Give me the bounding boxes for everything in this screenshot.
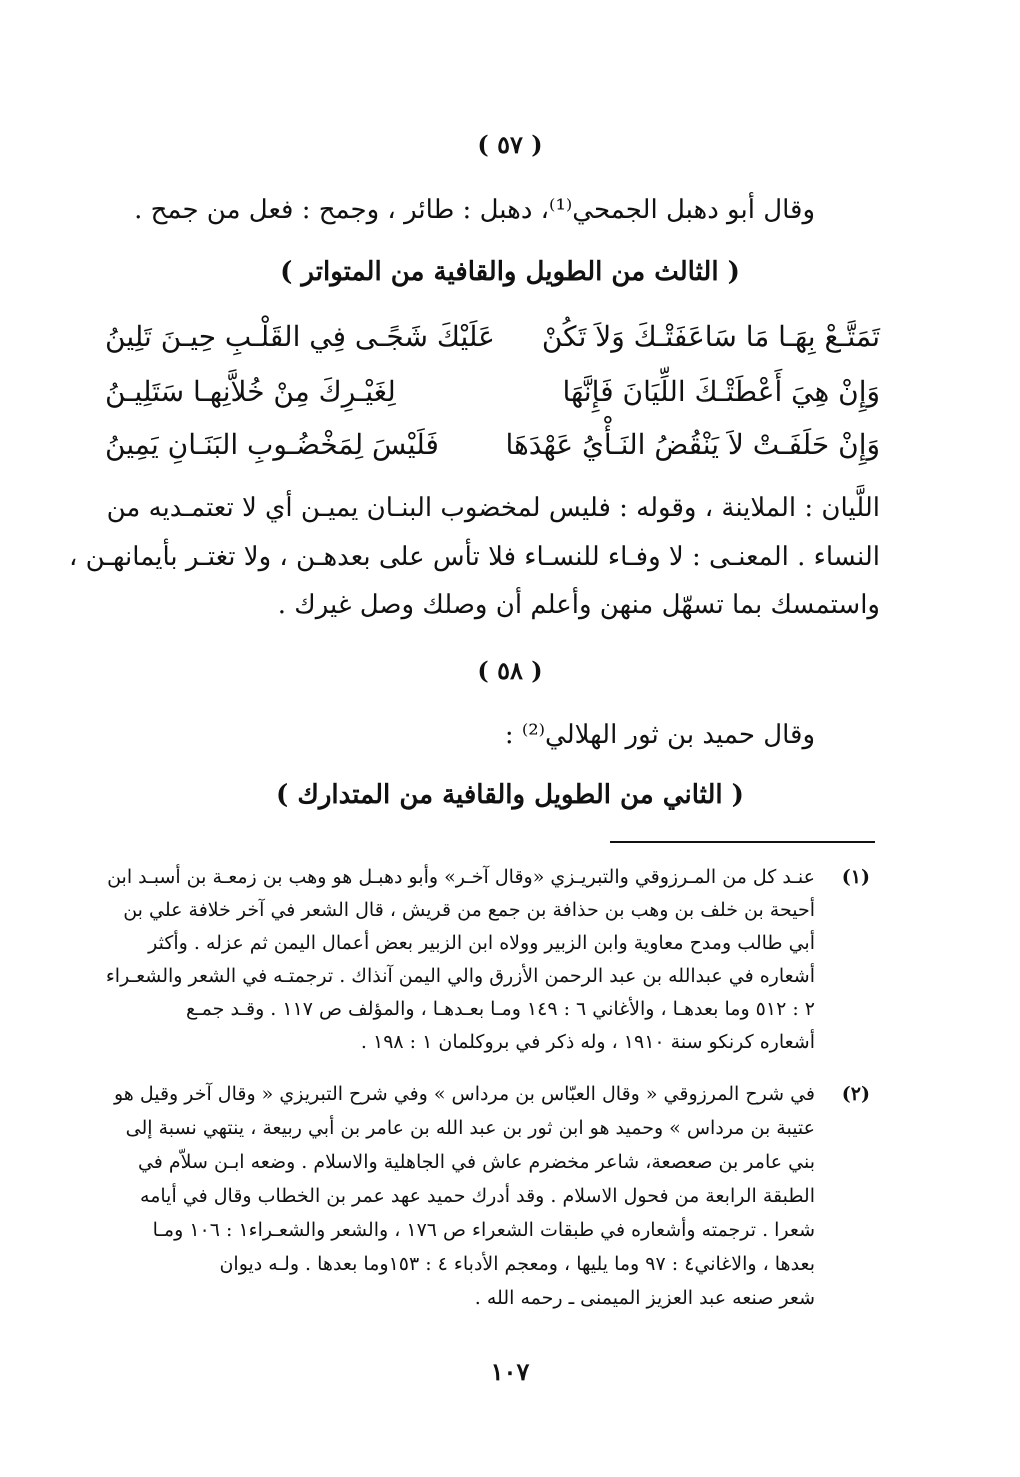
verse-3-first-hemistich: وَإِنْ حَلَفَـتْ لاَ يَنْقُضُ النَـأْيُ عَهْدَهَا bbox=[505, 428, 880, 461]
poem-57-number: ( ٥٧ ) bbox=[477, 130, 543, 159]
footnote-2-line-4: الطبقة الرابعة من فحول الاسلام . وقد أدرك حميد عهد عمر بن الخطاب وقال في أيامه bbox=[140, 1185, 815, 1207]
commentary-line-2: النساء . المعنـى : لا وفـاء للنسـاء فلا تأس على بعدهـن ، ولا تغتـر بأيمانهـن ، bbox=[68, 542, 880, 572]
footnote-2-line-5: شعرا . ترجمته وأشعاره في طبقات الشعراء ص ١٧٦ ، والشعر والشعـراء١ : ١٠٦ ومـا bbox=[152, 1219, 815, 1241]
verse-2-first-hemistich: وَإِنْ هِيَ أَعْطَتْـكَ اللِّيَانَ فَإِنَّهَا bbox=[562, 375, 880, 408]
footnote-2-line-7: شعر صنعه عبد العزيز الميمنى ـ رحمه الله . bbox=[474, 1287, 815, 1309]
poem-58-meter: ( الثاني من الطويل والقافية من المتدارك ) bbox=[276, 780, 744, 810]
footnote-2-line-2: عتيبة بن مرداس » وحميد هو ابن ثور بن عبد الله بن عامر بن أبي ربيعة ، ينتهي نسبة إلى bbox=[125, 1117, 815, 1139]
footnote-2-line-1: في شرح المرزوقي « وقال العبّاس بن مرداس » وفي شرح التبريزي « وقال آخر وقيل هو bbox=[113, 1083, 815, 1105]
footnote-2-label: (٢) bbox=[841, 1083, 870, 1105]
page-number: ١٠٧ bbox=[490, 1357, 530, 1386]
footnote-1-line-5: ٢ : ٥١٢ وما بعدهـا ، والأغاني ٦ : ١٤٩ ومـا بعـدهـا ، والمؤلف ص ١١٧ . وقـد جمـع bbox=[186, 998, 815, 1020]
commentary-line-1: اللَّيان : الملاينة ، وقوله : فليس لمخضوب البنـان يميـن أي لا تعتمـديه من bbox=[106, 493, 880, 523]
footnote-2-line-3: بني عامر بن صعصعة، شاعر مخضرم عاش في الجاهلية والاسلام . وضعه ابـن سلاّم في bbox=[137, 1151, 815, 1173]
footnote-1-line-2: أحيحة بن خلف بن وهب بن حذافة بن جمع من قريش ، قال الشعر في آخر خلافة علي بن bbox=[123, 899, 815, 921]
verse-2-second-hemistich: لِغَيْـرِكَ مِنْ خُلاَّنِهـا سَتَلِيـنُ bbox=[105, 375, 396, 408]
poem-58-number: ( ٥٨ ) bbox=[477, 656, 543, 685]
footnote-1-line-6: أشعاره كرنكو سنة ١٩١٠ ، وله ذكر في بروكلمان ١ : ١٩٨ . bbox=[360, 1031, 815, 1053]
verse-3-second-hemistich: فَلَيْسَ لِمَخْضُـوبِ البَنَـانِ يَمِينُ bbox=[105, 428, 439, 461]
footnote-1-line-4: أشعاره في عبدالله بن عبد الرحمن الأزرق والي اليمن آنذاك . ترجمتـه في الشعر والشعـراء bbox=[105, 965, 815, 987]
poem-57-meter: ( الثالث من الطويل والقافية من المتواتر ) bbox=[280, 257, 740, 287]
poem-58-intro: وقال حميد بن ثور الهلالي⁽²⁾ : bbox=[504, 720, 815, 750]
footnote-2-line-6: بعدها ، والاغاني٤ : ٩٧ وما يليها ، ومعجم الأدباء ٤ : ١٥٣وما بعدها . ولـه ديوان bbox=[219, 1253, 815, 1275]
footnote-1-label: (١) bbox=[841, 866, 870, 888]
footnote-1-line-1: عنـد كل من المـرزوقي والتبريـزي «وقال آخـر» وأبو دهبـل هو وهب بن زمعـة بن أسبـد ابن bbox=[107, 866, 815, 888]
verse-1-second-hemistich: عَلَيْكَ شَجًـى فِي القَلْـبِ حِيـنَ تَلِينُ bbox=[105, 320, 495, 353]
footnote-1-line-3: أبي طالب ومدح معاوية وابن الزبير وولاه ابن الزبير بعض أعمال اليمن ثم عزله . وأكثر bbox=[148, 932, 815, 954]
footnote-separator bbox=[610, 841, 875, 843]
verse-1-first-hemistich: تَمَتَّـعْ بِهَـا مَا سَاعَفَتْـكَ وَلاَ تَكُنْ bbox=[541, 320, 880, 353]
commentary-line-3: واستمسك بما تسهّل منهن وأعلم أن وصلك وصل غيرك . bbox=[277, 590, 880, 620]
poem-57-intro: وقال أبو دهبل الجمحي⁽¹⁾، دهبل : طائر ، وجمح : فعل من جمح . bbox=[134, 195, 815, 225]
